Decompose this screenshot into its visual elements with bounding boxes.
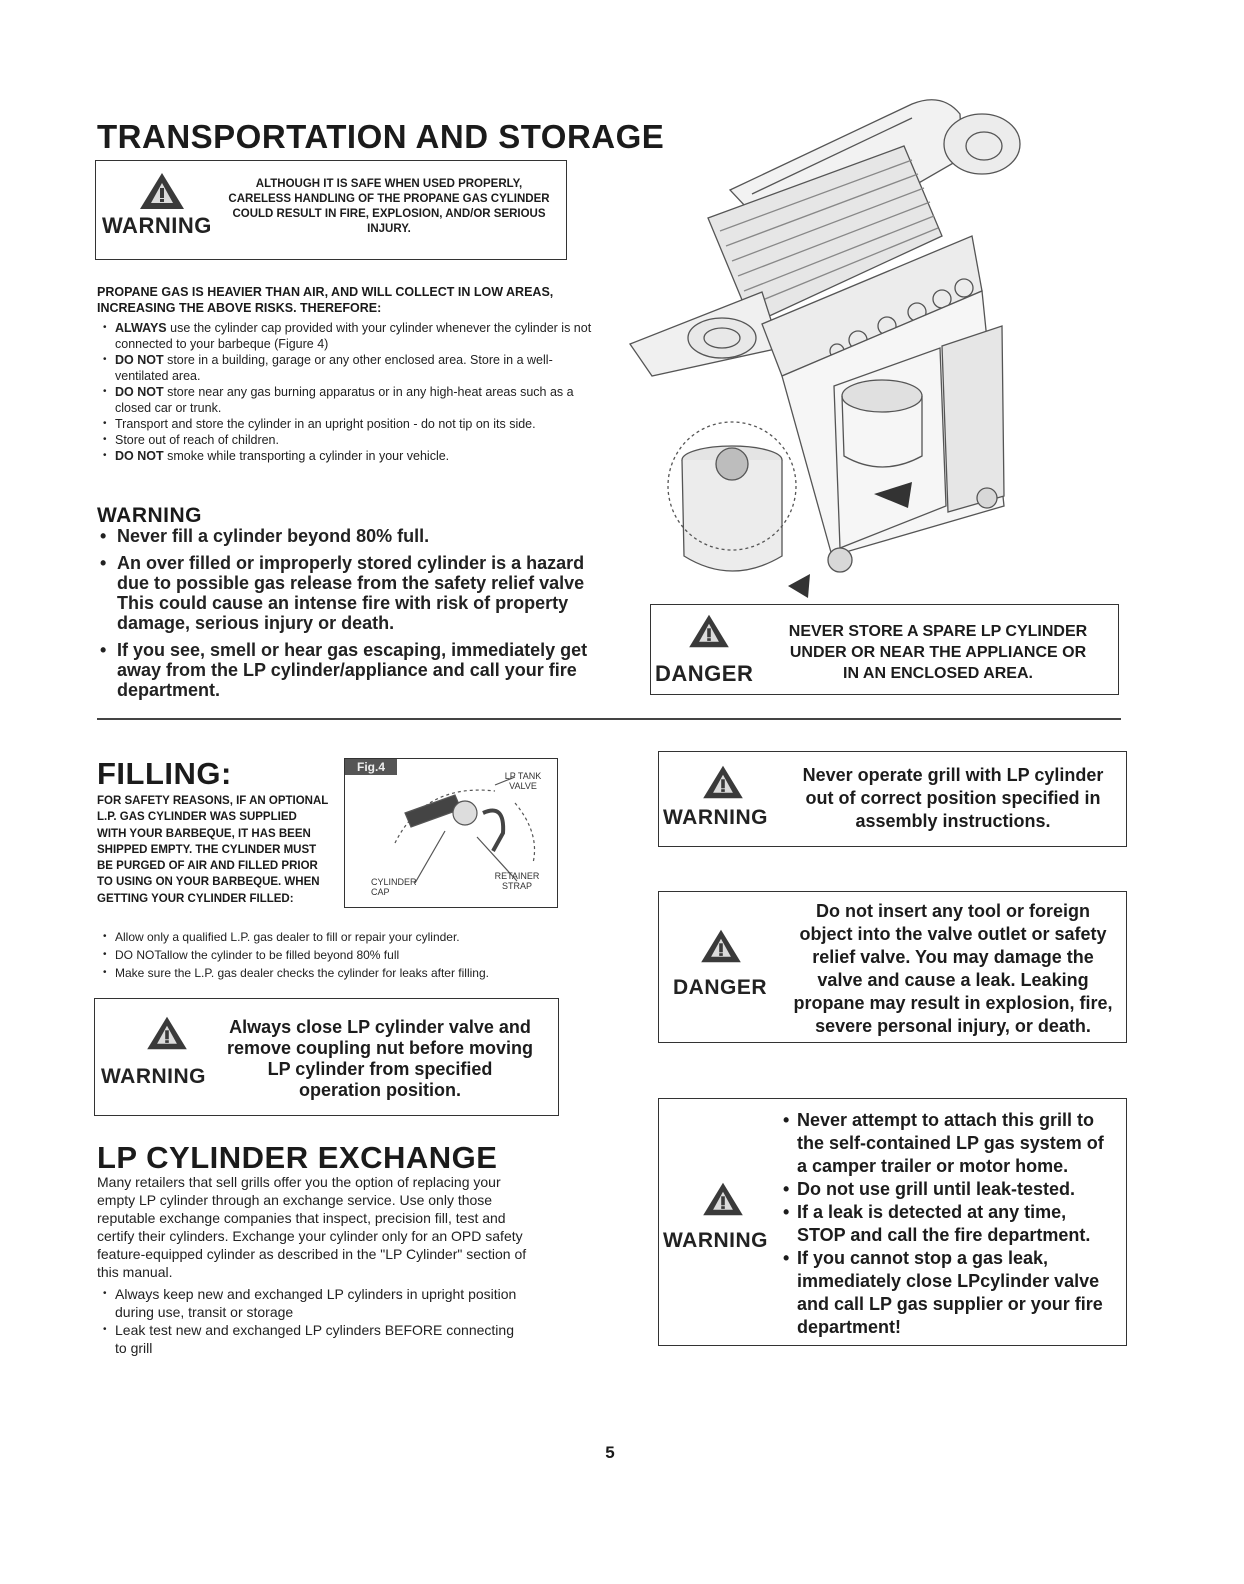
figure-4 bbox=[344, 758, 558, 908]
list-item: • DO NOT store near any gas burning apparatus or in any high-heat areas such as a closed car or trunk. bbox=[97, 384, 597, 416]
page-number: 5 bbox=[605, 1443, 615, 1462]
list-item: • If you cannot stop a gas leak, immediately close LPcylinder valve and call LP gas supplier or your fire department! bbox=[779, 1247, 1123, 1339]
grill-illustration bbox=[612, 86, 1032, 602]
spare-cylinder-danger-box bbox=[650, 604, 1119, 695]
tool-danger-text: Do not insert any tool or foreign object into the valve outlet or safety relief valve. You may damage the valve and cause a leak. Leaking propane may result in explosion, fire, severe personal injury, or death. bbox=[793, 901, 1113, 1036]
coupling-warning-box bbox=[94, 998, 559, 1116]
list-item: • Never attempt to attach this grill to the self-contained LP gas system of a camper trailer or motor home. bbox=[779, 1109, 1123, 1178]
exchange-bullet-list bbox=[97, 1285, 617, 1357]
position-warning-text: Never operate grill with LP cylinder out of correct position specified in assembly instructions. bbox=[802, 765, 1104, 831]
list-item: • Do not use grill until leak-tested. bbox=[779, 1178, 1123, 1201]
safety-alert-icon bbox=[687, 613, 731, 649]
list-item: • DO NOT store in a building, garage or any other enclosed area. Store in a well-ventilated area. bbox=[97, 352, 597, 384]
danger-signal-word: DANGER bbox=[655, 661, 754, 686]
safety-alert-icon bbox=[699, 928, 743, 964]
warning-signal-word: WARNING bbox=[663, 806, 768, 829]
danger-signal-word: DANGER bbox=[673, 976, 768, 999]
camper-warning-list bbox=[779, 1109, 1123, 1339]
figure-tag: Fig.4 bbox=[345, 759, 397, 775]
list-item: • If you see, smell or hear gas escaping, immediately get away from the LP cylinder/appliance and call your fire department. bbox=[97, 640, 617, 700]
list-item: • ALWAYS use the cylinder cap provided with your cylinder whenever the cylinder is not connected to your barbeque (Figure 4) bbox=[97, 320, 597, 352]
transport-warning-text: ALTHOUGH IT IS SAFE WHEN USED PROPERLY, CARELESS HANDLING OF THE PROPANE GAS CYLINDER COULD RESULT IN FIRE, EXPLOSION, AND/OR SERIOUS INJURY. bbox=[228, 178, 550, 235]
list-item: • Never fill a cylinder beyond 80% full. bbox=[97, 526, 617, 546]
list-item: • DO NOTallow the cylinder to be filled beyond 80% full bbox=[97, 946, 567, 964]
transport-title: TRANSPORTATION AND STORAGE bbox=[97, 118, 665, 155]
warning-signal-word: WARNING bbox=[663, 1229, 768, 1252]
spare-cylinder-danger-text: NEVER STORE A SPARE LP CYLINDER UNDER OR NEAR THE APPLIANCE OR IN AN ENCLOSED AREA. bbox=[788, 623, 1088, 682]
filling-intro: FOR SAFETY REASONS, IF AN OPTIONAL L.P. GAS CYLINDER WAS SUPPLIED WITH YOUR BARBEQUE, IT HAS BEEN SHIPPED EMPTY. THE CYLINDER MUST BE PURGED OF AIR AND FILLED PRIOR TO USING ON YOUR BARBEQUE. WHEN GETTING YOUR CYLINDER FILLED: bbox=[97, 795, 329, 905]
position-warning-box bbox=[658, 751, 1127, 847]
list-item: • Store out of reach of children. bbox=[97, 432, 597, 448]
list-item: • Leak test new and exchanged LP cylinders BEFORE connecting to grill bbox=[97, 1321, 617, 1357]
warning-signal-word: WARNING bbox=[101, 1065, 206, 1088]
strap-label: RETAINER STRAP bbox=[494, 871, 540, 891]
cap-label: CYLINDER CAP bbox=[371, 877, 417, 897]
warning-heading: WARNING bbox=[97, 504, 202, 527]
warning-signal-word: WARNING bbox=[102, 213, 212, 238]
filling-bullet-list bbox=[97, 928, 567, 982]
safety-alert-icon bbox=[145, 1015, 189, 1051]
list-item: • Transport and store the cylinder in an upright position - do not tip on its side. bbox=[97, 416, 597, 432]
exchange-title: LP CYLINDER EXCHANGE bbox=[97, 1140, 498, 1175]
safety-alert-icon bbox=[701, 1181, 745, 1217]
valve-label: LP TANK VALVE bbox=[504, 771, 542, 791]
exchange-paragraph: Many retailers that sell grills offer you the option of replacing your empty LP cylinder through an exchange service. Use only those reputable exchange companies that inspect, precision fill, test and certify their cylinders. Exchange your cylinder only for an OPD safety feature-equipped cylinder as described in the "LP Cylinder" section of this manual. bbox=[97, 1174, 527, 1280]
list-item: • Make sure the L.P. gas dealer checks the cylinder for leaks after filling. bbox=[97, 964, 567, 982]
safety-alert-icon bbox=[138, 171, 186, 211]
camper-warning-box bbox=[658, 1098, 1127, 1346]
safety-alert-icon bbox=[701, 764, 745, 800]
list-item: • An over filled or improperly stored cylinder is a hazard due to possible gas release from the safety relief valve This could cause an intense fire with risk of property damage, serious injury or death. bbox=[97, 553, 617, 633]
list-item: • Allow only a qualified L.P. gas dealer to fill or repair your cylinder. bbox=[97, 928, 567, 946]
warning-bullet-list bbox=[97, 526, 617, 707]
coupling-warning-text: Always close LP cylinder valve and remove coupling nut before moving LP cylinder from specified operation position. bbox=[226, 1017, 534, 1100]
transport-bullet-list bbox=[97, 320, 597, 464]
section-divider bbox=[97, 718, 1121, 720]
tool-danger-box bbox=[658, 891, 1127, 1043]
filling-title: FILLING: bbox=[97, 756, 232, 791]
list-item: • If a leak is detected at any time, STOP and call the fire department. bbox=[779, 1201, 1123, 1247]
list-item: • Always keep new and exchanged LP cylinders in upright position during use, transit or storage bbox=[97, 1285, 617, 1321]
list-item: • DO NOT smoke while transporting a cylinder in your vehicle. bbox=[97, 448, 597, 464]
transport-intro: PROPANE GAS IS HEAVIER THAN AIR, AND WILL COLLECT IN LOW AREAS, INCREASING THE ABOVE RISKS. THEREFORE: bbox=[97, 285, 554, 315]
transport-warning-box bbox=[95, 160, 567, 260]
